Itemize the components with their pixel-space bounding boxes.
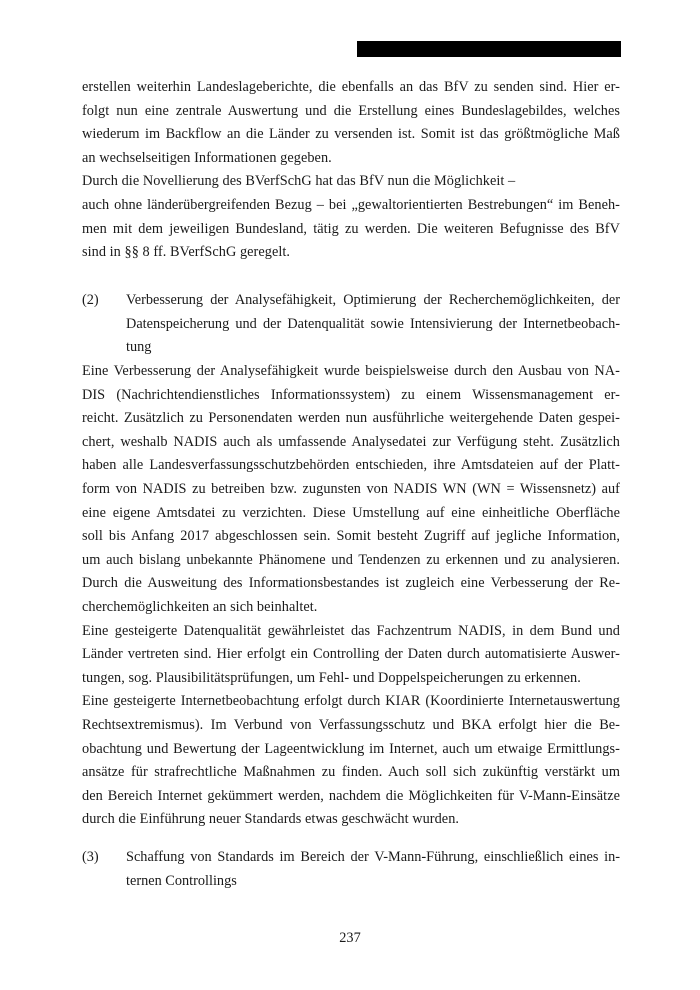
text-line: ansätze für strafrechtliche Maßnahmen zu finden. Auch soll sich zukünftig verstärkt um (82, 764, 620, 781)
list-heading (126, 289, 620, 360)
text-line: haben alle Landesverfassungsschutzbehörden entschieden, ihre Amtsdateien auf der Platt- (82, 457, 620, 474)
text-line: obachtung und Bewertung der Lageentwicklung im Internet, auch um etwaige Ermittlungs- (82, 740, 620, 757)
text-line: Länder vertreten sind. Hier erfolgt ein Controlling der Daten durch automatisierte Auswer- (82, 646, 620, 663)
text-line: men mit dem jeweiligen Bundesland, tätig zu werden. Die weiteren Befugnisse des BfV (82, 220, 620, 237)
text-line: folgt nun eine zentrale Auswertung und die Erstellung eines Bundeslagebildes, welches (82, 102, 620, 119)
text-line: DIS (Nachrichtendienstliches Informationssystem) zu einem Wissensmanagement er- (82, 386, 620, 403)
text-line: auch ohne länderübergreifenden Bezug – bei „gewaltorientierten Bestrebungen“ im Beneh- (82, 196, 620, 213)
text-line: Eine Verbesserung der Analysefähigkeit wurde beispielsweise durch den Ausbau von NA- (82, 363, 620, 379)
text-line: Verbesserung der Analysefähigkeit, Optimierung der Recherchemöglichkeiten, der (126, 292, 620, 308)
text-line: eine eigene Amtsdatei zu verzichten. Diese Umstellung auf eine einheitliche Oberfläche (82, 504, 620, 521)
text-line: tungen, sog. Plausibilitätsprüfungen, um Fehl- und Doppelspeicherungen zu erkennen. (82, 669, 581, 686)
page-number: 237 (339, 930, 361, 946)
text-line: cherchemöglichkeiten an sich beinhaltet. (82, 598, 318, 615)
text-line: form von NADIS zu betreiben bzw. zugunsten von NADIS WN (WN = Wissensnetz) auf (82, 480, 620, 497)
text-line: tung (126, 339, 152, 356)
text-line: chert, weshalb NADIS auch als umfassende Analysedatei zur Verfügung steht. Zusätzlich (82, 433, 620, 450)
text-line: soll bis Anfang 2017 abgeschlossen sein. Somit besteht Zugriff auf jegliche Information, (82, 528, 620, 545)
text-line: um auch bislang unbekannte Phänomene und Tendenzen zu erkennen und zu analysieren. (82, 551, 620, 568)
text-line: den Bereich Internet gekümmert werden, nachdem die Möglichkeiten für V-Mann-Einsätze (82, 787, 620, 804)
list-heading (126, 846, 620, 893)
text-line: erstellen weiterhin Landeslageberichte, die ebenfalls an das BfV zu senden sind. Hier er- (82, 79, 620, 95)
list-number: (3) (82, 849, 99, 865)
text-line: wiederum im Backflow an die Länder zu versenden ist. Somit ist das größtmögliche Maß (82, 126, 620, 143)
paragraph-block-2 (82, 360, 620, 832)
text-line: Durch die Novellierung des BVerfSchG hat das BfV nun die Möglichkeit – (82, 173, 516, 190)
text-line: reicht. Zusätzlich zu Personendaten werden nun ausführliche weitergehende Daten gespei- (82, 410, 620, 427)
text-line: Schaffung von Standards im Bereich der V-Mann-Führung, einschließlich eines in- (126, 849, 620, 865)
text-line: ternen Controllings (126, 872, 237, 889)
list-number: (2) (82, 292, 99, 308)
text-line: Datenspeicherung und der Datenqualität sowie Intensivierung der Internetbeobach- (126, 315, 620, 332)
text-line: Rechtsextremismus). Im Verbund von Verfassungsschutz und BKA erfolgt hier die Be- (82, 716, 620, 733)
text-line: Eine gesteigerte Internetbeobachtung erfolgt durch KIAR (Koordinierte Internetauswertung (82, 693, 620, 710)
header-redaction-bar (357, 41, 621, 57)
paragraph-block-1 (82, 76, 620, 265)
text-line: Eine gesteigerte Datenqualität gewährleistet das Fachzentrum NADIS, in dem Bund und (82, 622, 620, 639)
text-line: sind in §§ 8 ff. BVerfSchG geregelt. (82, 244, 291, 261)
text-line: Durch die Ausweitung des Informationsbestandes ist zugleich eine Verbesserung der Re- (82, 575, 620, 592)
text-line: an wechselseitigen Informationen gegeben. (82, 149, 332, 166)
text-line: durch die Einführung neuer Standards etwas geschwächt wurden. (82, 811, 460, 828)
